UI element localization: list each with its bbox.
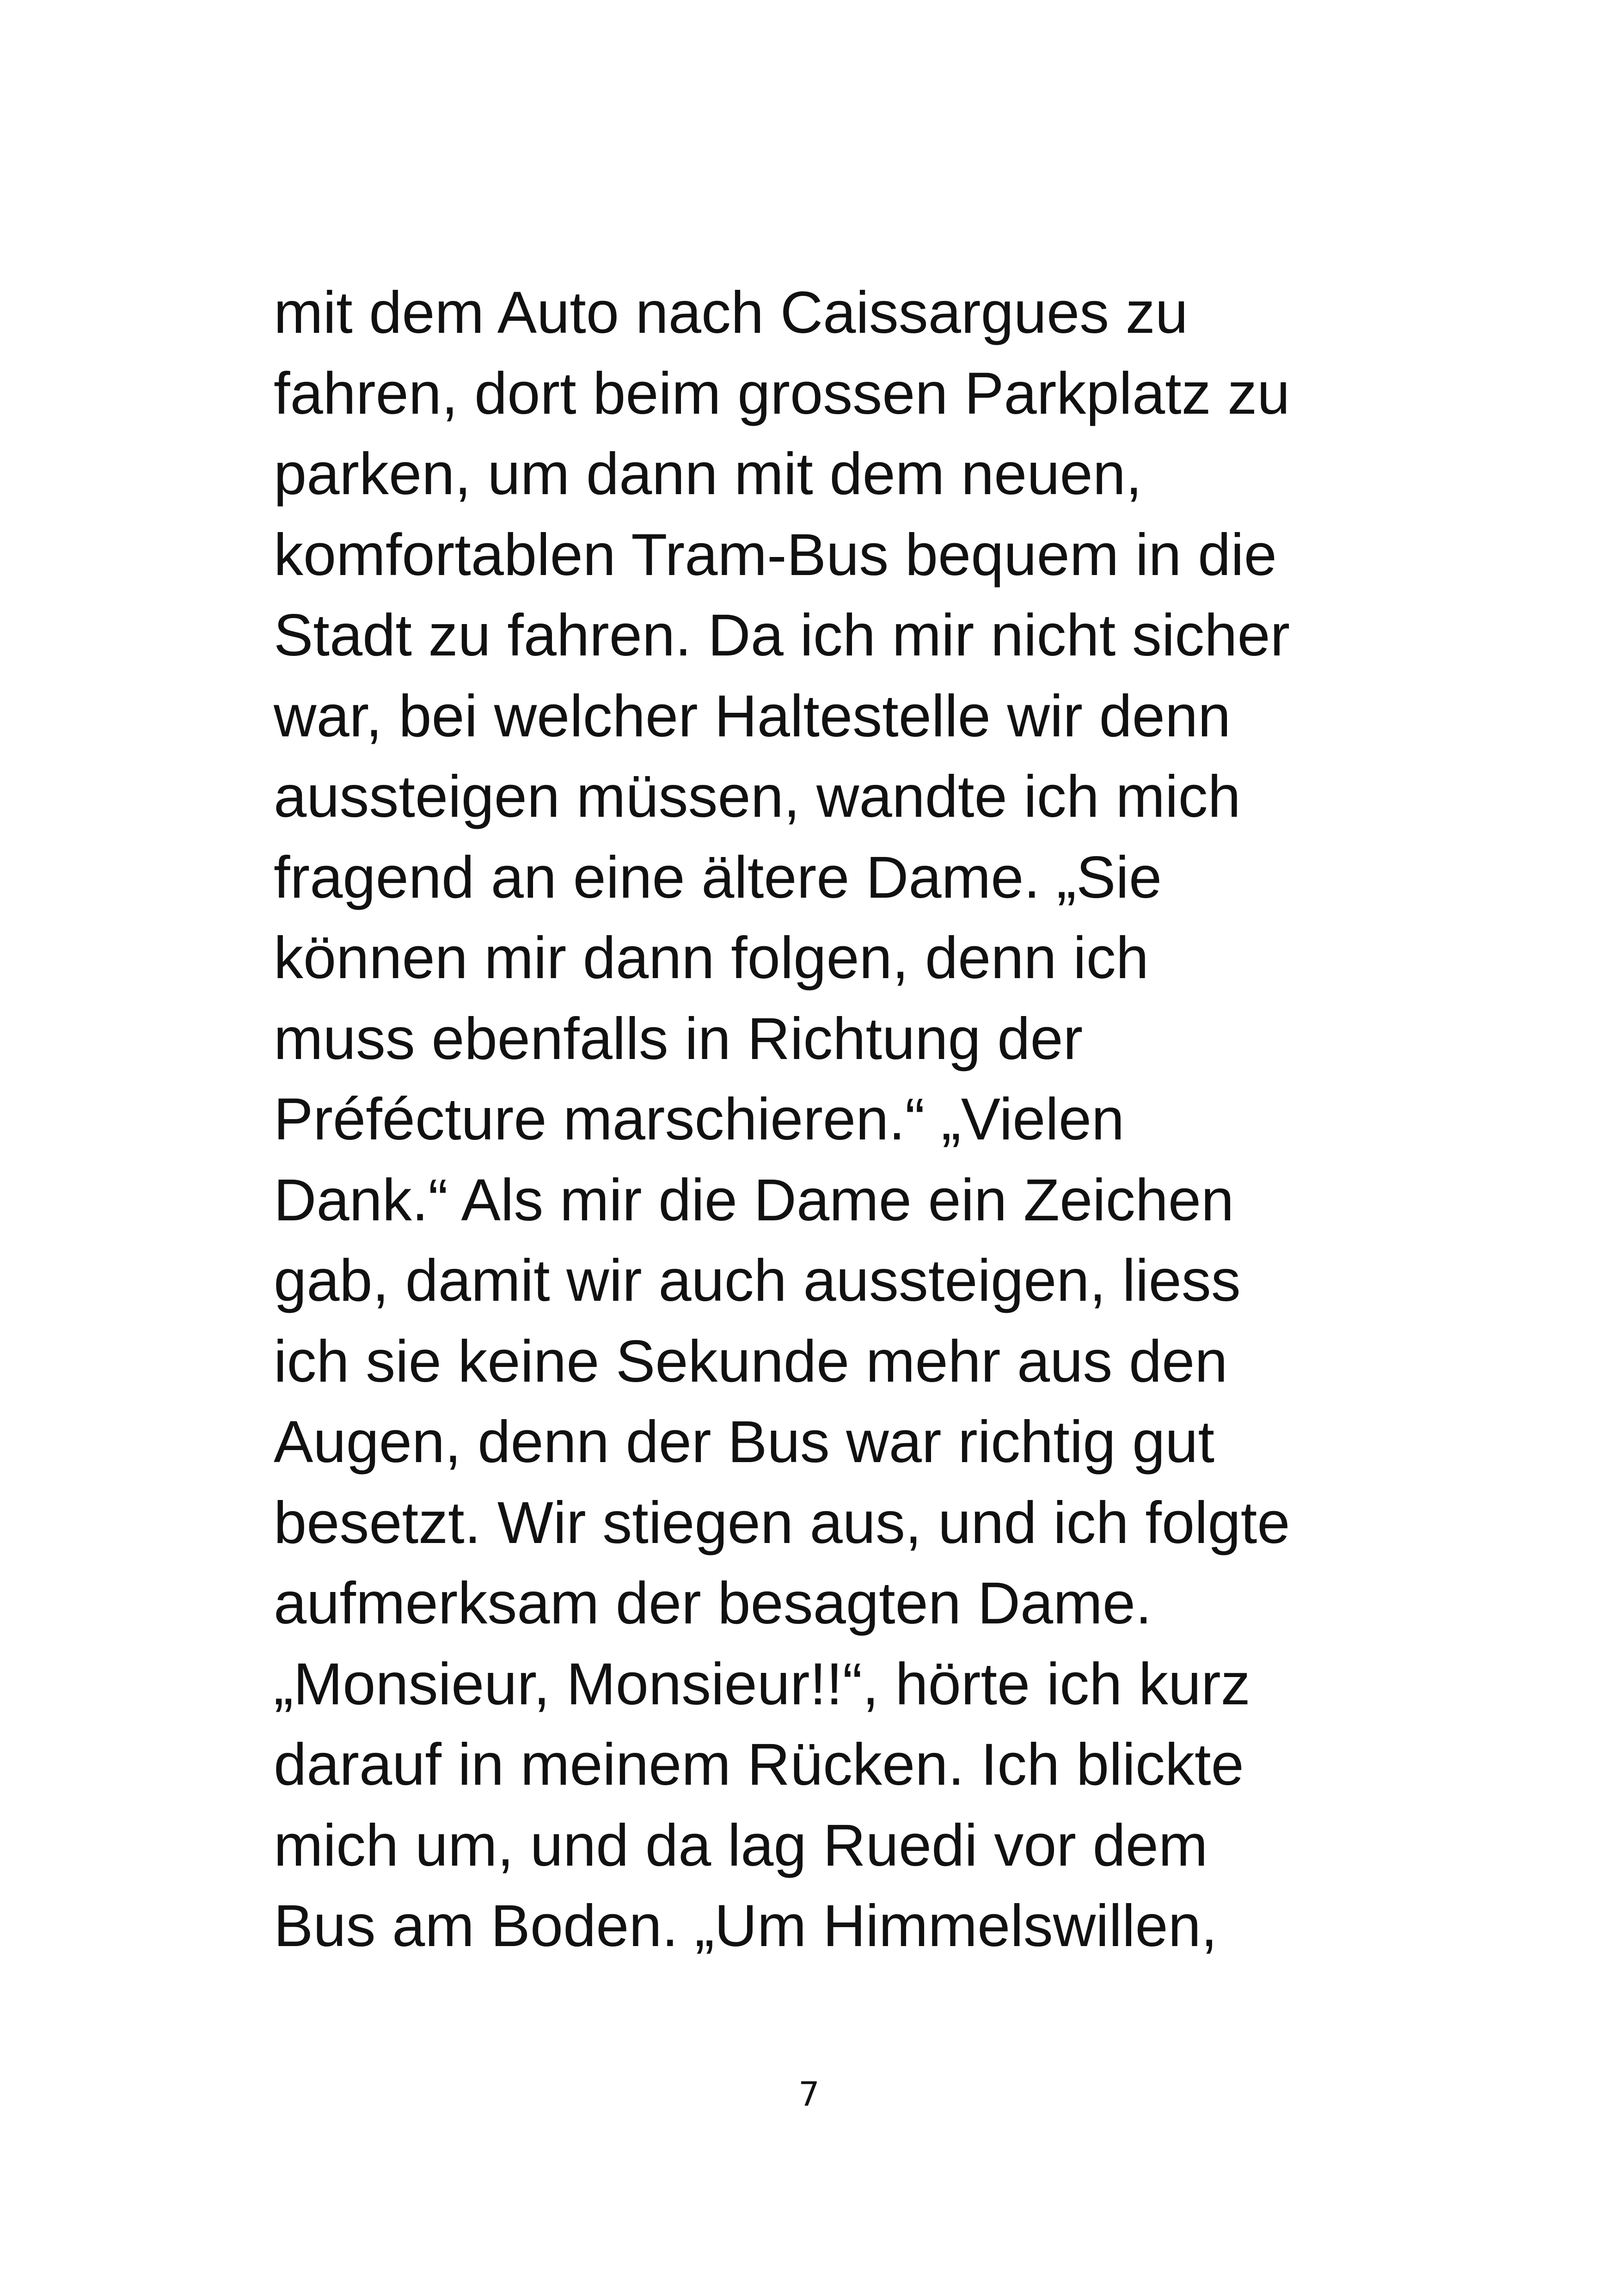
text-line: ich sie keine Sekunde mehr aus den xyxy=(274,1328,1228,1395)
text-line: Augen, denn der Bus war richtig gut xyxy=(274,1409,1214,1475)
text-line: fragend an eine ältere Dame. „Sie xyxy=(274,844,1162,911)
text-line: aufmerksam der besagten Dame. xyxy=(274,1570,1152,1636)
text-line: aussteigen müssen, wandte ich mich xyxy=(274,764,1241,830)
text-line: war, bei welcher Haltestelle wir denn xyxy=(274,683,1231,749)
text-line: fahren, dort beim grossen Parkplatz zu xyxy=(274,360,1290,427)
text-line: „Monsieur, Monsieur!!“, hörte ich kurz xyxy=(274,1651,1250,1717)
text-line: Dank.“ Als mir die Dame ein Zeichen xyxy=(274,1167,1234,1233)
text-line: können mir dann folgen, denn ich xyxy=(274,925,1149,991)
text-line: komfortablen Tram-Bus bequem in die xyxy=(274,521,1277,588)
text-line: darauf in meinem Rücken. Ich blickte xyxy=(274,1732,1244,1798)
text-line: Stadt zu fahren. Da ich mir nicht sicher xyxy=(274,602,1290,668)
text-line: muss ebenfalls in Richtung der xyxy=(274,1005,1083,1072)
text-line: mich um, und da lag Ruedi vor dem xyxy=(274,1812,1208,1879)
text-line: gab, damit wir auch aussteigen, liess xyxy=(274,1248,1241,1314)
text-line: parken, um dann mit dem neuen, xyxy=(274,441,1142,507)
text-line: besetzt. Wir stiegen aus, und ich folgte xyxy=(274,1489,1290,1556)
body-text xyxy=(274,273,1383,1967)
text-line: Bus am Boden. „Um Himmelswillen, xyxy=(274,1893,1218,1959)
text-line: mit dem Auto nach Caissargues zu xyxy=(274,280,1188,346)
page-number: 7 xyxy=(798,2075,820,2113)
text-line: Préfécture marschieren.“ „Vielen xyxy=(274,1086,1125,1152)
